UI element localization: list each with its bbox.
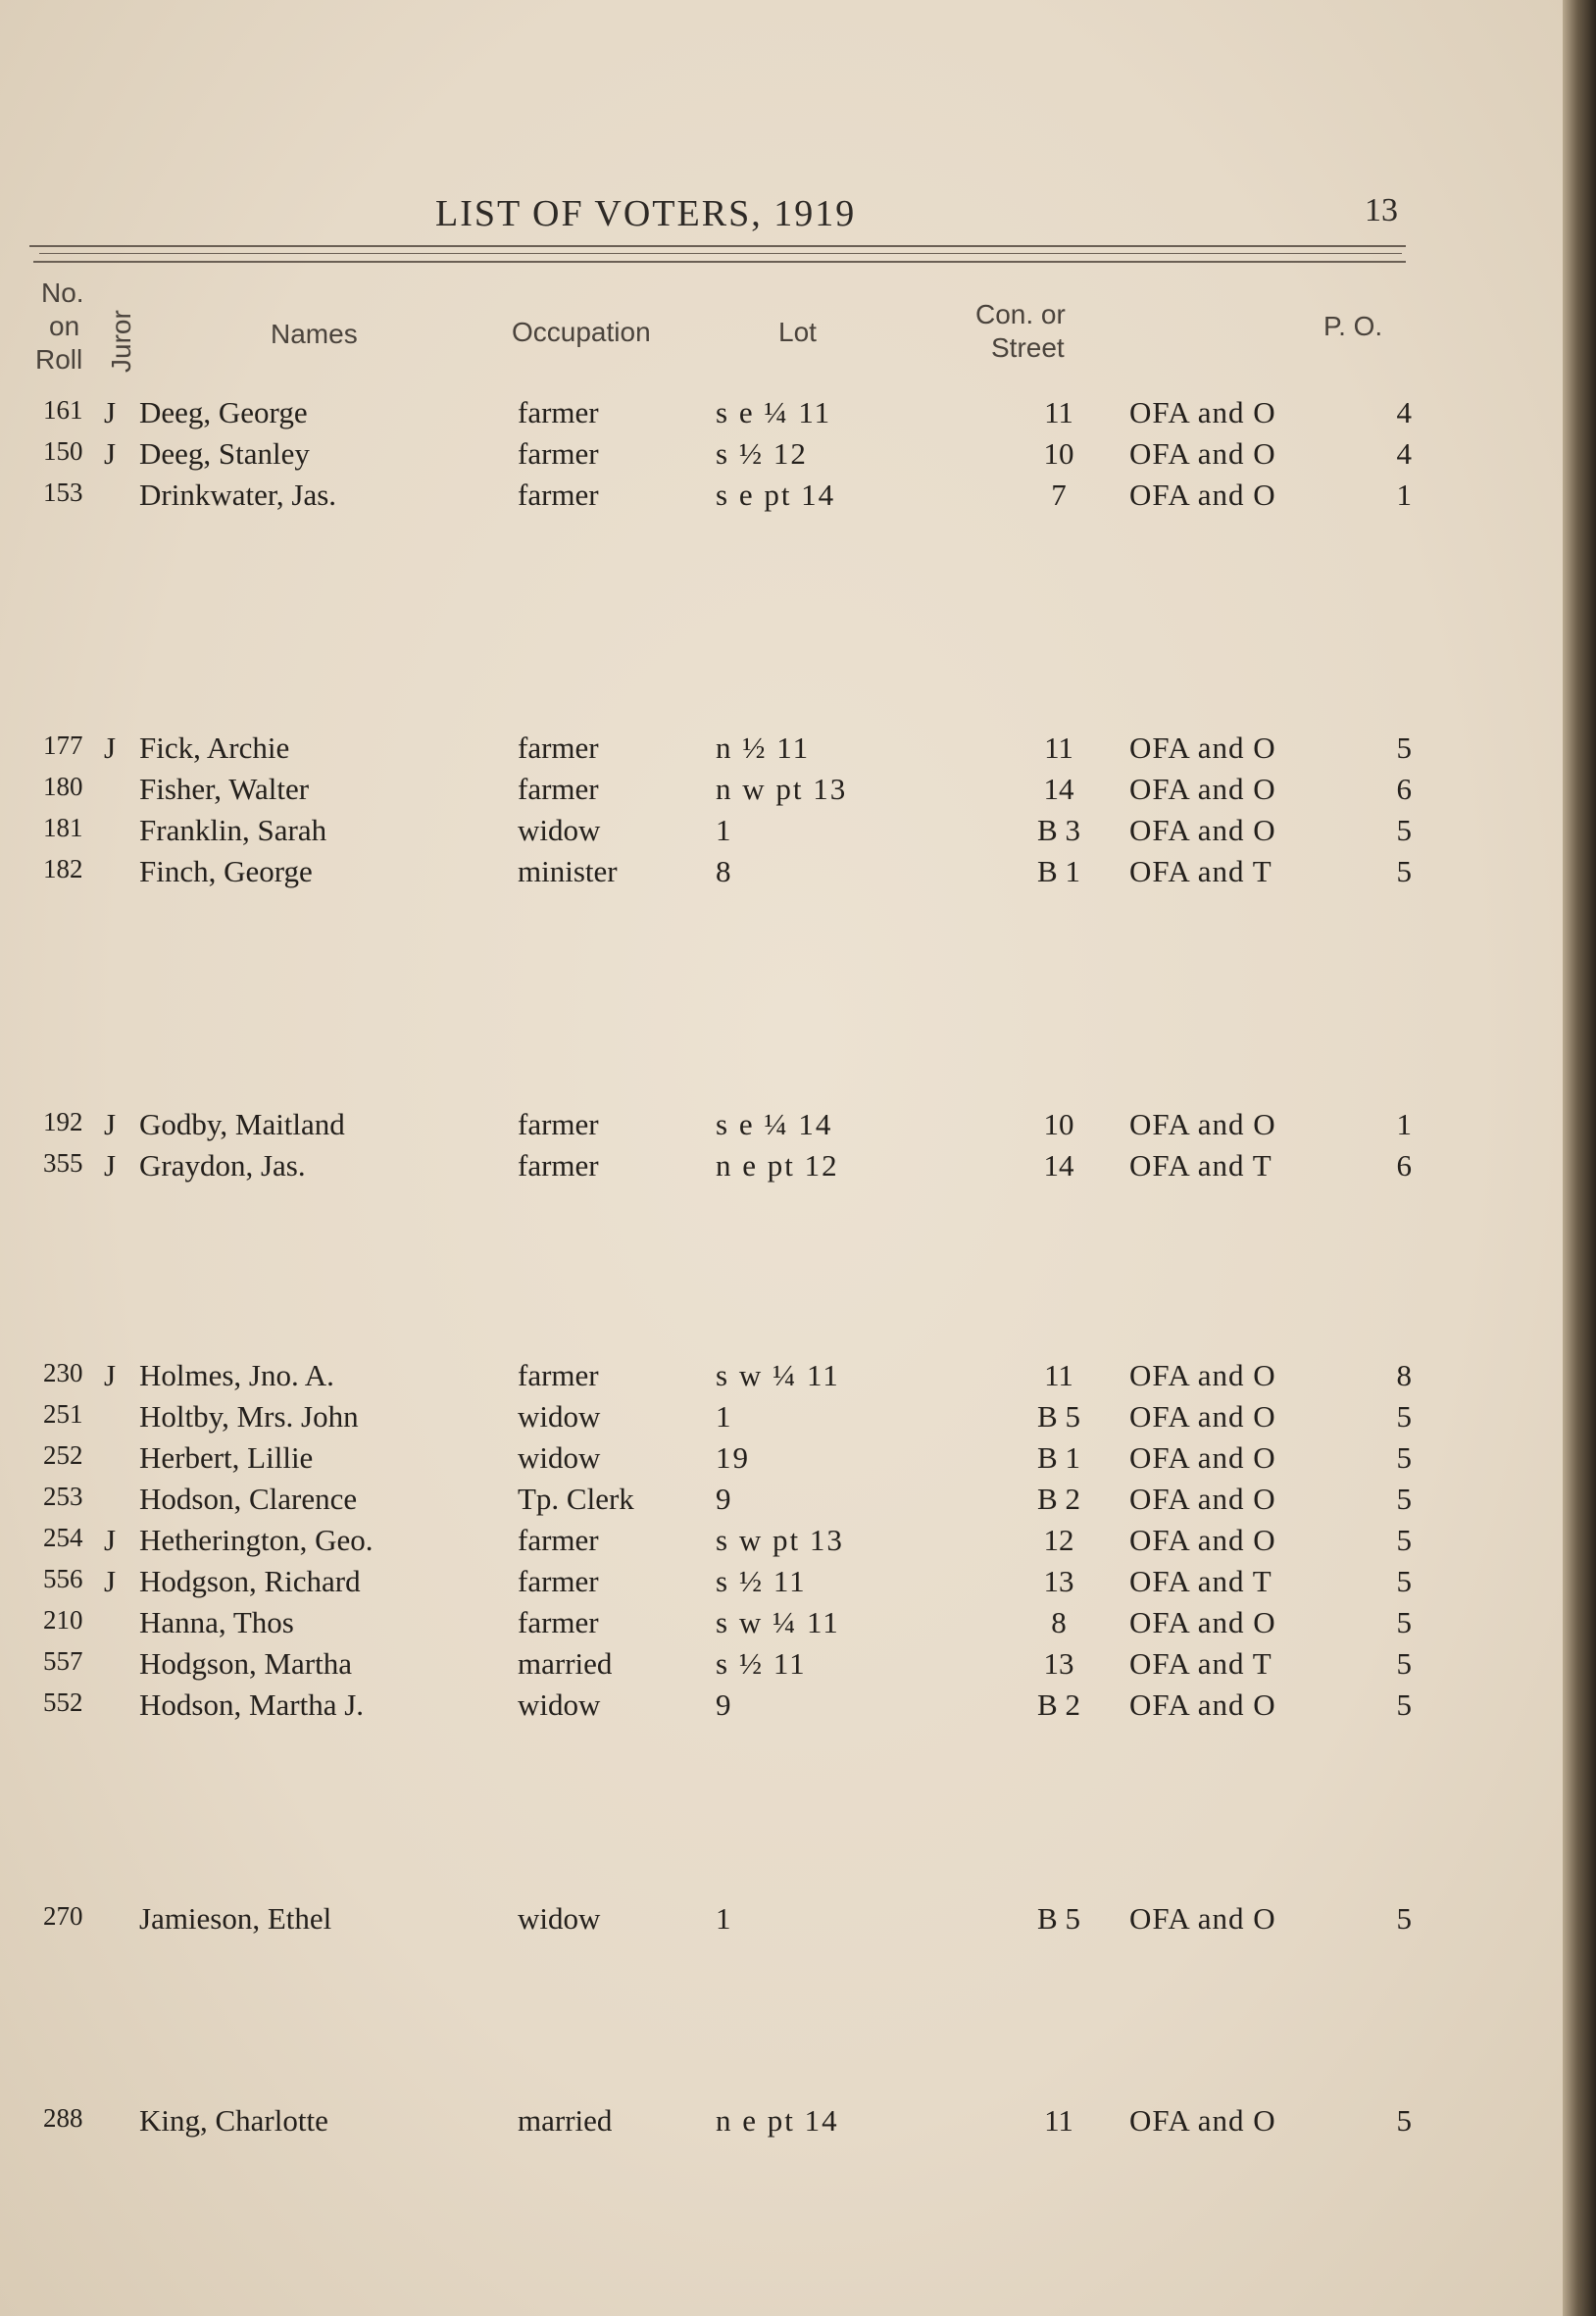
voting-status: OFA and O (1129, 395, 1276, 429)
post-office: 5 (1396, 1523, 1412, 1557)
col-header-con-line2: Street (991, 332, 1065, 363)
table-row (0, 1564, 1596, 1603)
col-header-no-line3: Roll (35, 344, 83, 375)
roll-number: 182 (43, 854, 83, 883)
occupation: widow (518, 1901, 601, 1936)
roll-number: 252 (43, 1440, 83, 1470)
occupation: widow (518, 1399, 601, 1434)
lot: s ½ 12 (716, 436, 808, 471)
roll-number: 557 (43, 1646, 83, 1676)
concession-or-street: 12 (1043, 1523, 1074, 1557)
lot: s e pt 14 (716, 478, 836, 512)
post-office: 5 (1396, 1399, 1412, 1434)
voter-name: Holtby, Mrs. John (139, 1399, 359, 1434)
concession-or-street: 11 (1044, 1358, 1073, 1392)
occupation: farmer (518, 1358, 599, 1392)
concession-or-street: B 1 (1037, 854, 1080, 888)
voter-name: Hanna, Thos (139, 1605, 294, 1639)
occupation: Tp. Clerk (518, 1482, 634, 1516)
lot: 19 (716, 1440, 750, 1475)
occupation: widow (518, 1687, 601, 1722)
post-office: 5 (1396, 1482, 1412, 1516)
lot: n w pt 13 (716, 772, 848, 806)
table-row (0, 1523, 1596, 1562)
concession-or-street: B 5 (1037, 1901, 1080, 1936)
lot: 8 (716, 854, 733, 888)
occupation: farmer (518, 772, 599, 806)
col-header-juror: Juror (106, 310, 136, 373)
roll-number: 254 (43, 1523, 83, 1552)
concession-or-street: 11 (1044, 395, 1073, 429)
col-header-no-line1: No. (41, 277, 84, 308)
table-row (0, 478, 1596, 517)
voter-name: King, Charlotte (139, 2103, 328, 2138)
post-office: 5 (1396, 854, 1412, 888)
voter-name: Hodgson, Richard (139, 1564, 361, 1598)
voting-status: OFA and O (1129, 1687, 1276, 1722)
post-office: 5 (1396, 1901, 1412, 1936)
lot: s e ¼ 14 (716, 1107, 833, 1141)
voting-status: OFA and O (1129, 436, 1276, 471)
post-office: 5 (1396, 730, 1412, 765)
concession-or-street: 10 (1043, 1107, 1074, 1141)
lot: 1 (716, 1399, 733, 1434)
table-row (0, 436, 1596, 476)
concession-or-street: B 2 (1037, 1482, 1080, 1516)
col-header-no-line2: on (49, 311, 80, 341)
concession-or-street: 8 (1051, 1605, 1067, 1639)
table-row (0, 813, 1596, 852)
voting-status: OFA and O (1129, 1107, 1276, 1141)
post-office: 5 (1396, 813, 1412, 847)
voting-status: OFA and O (1129, 1901, 1276, 1936)
occupation: farmer (518, 1107, 599, 1141)
concession-or-street: B 3 (1037, 813, 1080, 847)
concession-or-street: 11 (1044, 2103, 1073, 2138)
juror-mark: J (104, 395, 117, 429)
roll-number: 180 (43, 772, 83, 801)
occupation: farmer (518, 730, 599, 765)
juror-mark: J (104, 1523, 117, 1557)
roll-number: 288 (43, 2103, 83, 2133)
juror-mark: J (104, 436, 117, 471)
lot: 9 (716, 1482, 733, 1516)
occupation: farmer (518, 1148, 599, 1183)
occupation: farmer (518, 436, 599, 471)
table-row (0, 1901, 1596, 1940)
table-row (0, 1646, 1596, 1686)
voter-name: Franklin, Sarah (139, 813, 327, 847)
roll-number: 210 (43, 1605, 83, 1635)
lot: s w ¼ 11 (716, 1605, 840, 1639)
lot: 9 (716, 1687, 733, 1722)
occupation: minister (518, 854, 618, 888)
occupation: widow (518, 1440, 601, 1475)
post-office: 5 (1396, 2103, 1412, 2138)
voter-name: Fisher, Walter (139, 772, 310, 806)
voter-name: Fick, Archie (139, 730, 290, 765)
roll-number: 556 (43, 1564, 83, 1593)
voting-status: OFA and O (1129, 1523, 1276, 1557)
roll-number: 177 (43, 730, 83, 760)
voter-name: Hodson, Clarence (139, 1482, 358, 1516)
voting-status: OFA and T (1129, 854, 1272, 888)
post-office: 5 (1396, 1646, 1412, 1681)
header-rule-thin (39, 253, 1402, 254)
voting-status: OFA and O (1129, 813, 1276, 847)
occupation: farmer (518, 395, 599, 429)
col-header-names: Names (271, 319, 358, 349)
roll-number: 355 (43, 1148, 83, 1178)
voting-status: OFA and T (1129, 1646, 1272, 1681)
lot: n e pt 14 (716, 2103, 839, 2138)
juror-mark: J (104, 1564, 117, 1598)
concession-or-street: 11 (1044, 730, 1073, 765)
post-office: 1 (1396, 1107, 1412, 1141)
juror-mark: J (104, 1148, 117, 1183)
voter-name: Deeg, Stanley (139, 436, 310, 471)
post-office: 5 (1396, 1440, 1412, 1475)
voting-status: OFA and T (1129, 1148, 1272, 1183)
lot: s ½ 11 (716, 1646, 807, 1681)
voter-name: Hodson, Martha J. (139, 1687, 365, 1722)
lot: 1 (716, 813, 733, 847)
col-header-po: P. O. (1323, 311, 1383, 341)
col-header-con-line1: Con. or (975, 299, 1066, 329)
concession-or-street: 7 (1051, 478, 1067, 512)
table-row (0, 1440, 1596, 1480)
juror-mark: J (104, 730, 117, 765)
post-office: 5 (1396, 1564, 1412, 1598)
lot: s w pt 13 (716, 1523, 844, 1557)
roll-number: 192 (43, 1107, 83, 1136)
voter-name: Graydon, Jas. (139, 1148, 306, 1183)
occupation: married (518, 2103, 613, 2138)
occupation: farmer (518, 1605, 599, 1639)
page-number: 13 (1365, 192, 1398, 228)
col-header-occupation: Occupation (512, 317, 651, 347)
occupation: widow (518, 813, 601, 847)
voter-name: Herbert, Lillie (139, 1440, 314, 1475)
voter-name: Deeg, George (139, 395, 308, 429)
roll-number: 230 (43, 1358, 83, 1387)
concession-or-street: 14 (1043, 772, 1074, 806)
table-row (0, 1399, 1596, 1438)
roll-number: 150 (43, 436, 83, 466)
concession-or-street: B 2 (1037, 1687, 1080, 1722)
voter-name: Holmes, Jno. A. (139, 1358, 334, 1392)
voter-name: Hetherington, Geo. (139, 1523, 374, 1557)
voting-status: OFA and O (1129, 2103, 1276, 2138)
header-rule-lower (33, 261, 1406, 263)
voting-status: OFA and O (1129, 730, 1276, 765)
roll-number: 161 (43, 395, 83, 425)
lot: s ½ 11 (716, 1564, 807, 1598)
post-office: 6 (1396, 772, 1412, 806)
concession-or-street: 14 (1043, 1148, 1074, 1183)
voting-status: OFA and T (1129, 1564, 1272, 1598)
lot: n e pt 12 (716, 1148, 839, 1183)
juror-mark: J (104, 1107, 117, 1141)
occupation: married (518, 1646, 613, 1681)
table-row (0, 2103, 1596, 2142)
voter-name: Jamieson, Ethel (139, 1901, 332, 1936)
roll-number: 253 (43, 1482, 83, 1511)
table-row (0, 1605, 1596, 1644)
roll-number: 153 (43, 478, 83, 507)
table-row (0, 1687, 1596, 1727)
voter-name: Hodgson, Martha (139, 1646, 352, 1681)
page-title: LIST OF VOTERS, 1919 (435, 193, 857, 234)
voting-status: OFA and O (1129, 1399, 1276, 1434)
post-office: 5 (1396, 1687, 1412, 1722)
voter-name: Finch, George (139, 854, 313, 888)
lot: s e ¼ 11 (716, 395, 832, 429)
lot: 1 (716, 1901, 733, 1936)
voting-status: OFA and O (1129, 1482, 1276, 1516)
concession-or-street: 13 (1043, 1564, 1074, 1598)
post-office: 4 (1396, 436, 1412, 471)
post-office: 4 (1396, 395, 1412, 429)
post-office: 5 (1396, 1605, 1412, 1639)
concession-or-street: 10 (1043, 436, 1074, 471)
roll-number: 251 (43, 1399, 83, 1429)
post-office: 1 (1396, 478, 1412, 512)
juror-mark: J (104, 1358, 117, 1392)
table-row (0, 854, 1596, 893)
concession-or-street: B 1 (1037, 1440, 1080, 1475)
voting-status: OFA and O (1129, 1358, 1276, 1392)
table-row (0, 772, 1596, 811)
occupation: farmer (518, 1564, 599, 1598)
occupation: farmer (518, 478, 599, 512)
concession-or-street: B 5 (1037, 1399, 1080, 1434)
voter-name: Godby, Maitland (139, 1107, 345, 1141)
lot: n ½ 11 (716, 730, 811, 765)
roll-number: 552 (43, 1687, 83, 1717)
table-row (0, 1358, 1596, 1397)
table-row (0, 1107, 1596, 1146)
occupation: farmer (518, 1523, 599, 1557)
table-row (0, 1482, 1596, 1521)
post-office: 6 (1396, 1148, 1412, 1183)
roll-number: 270 (43, 1901, 83, 1931)
lot: s w ¼ 11 (716, 1358, 840, 1392)
table-row (0, 1148, 1596, 1187)
roll-number: 181 (43, 813, 83, 842)
voting-status: OFA and O (1129, 478, 1276, 512)
post-office: 8 (1396, 1358, 1412, 1392)
voting-status: OFA and O (1129, 1440, 1276, 1475)
header-rule (29, 245, 1406, 247)
voting-status: OFA and O (1129, 1605, 1276, 1639)
table-row (0, 395, 1596, 434)
voter-name: Drinkwater, Jas. (139, 478, 337, 512)
table-row (0, 730, 1596, 770)
voting-status: OFA and O (1129, 772, 1276, 806)
concession-or-street: 13 (1043, 1646, 1074, 1681)
col-header-lot: Lot (778, 317, 817, 347)
